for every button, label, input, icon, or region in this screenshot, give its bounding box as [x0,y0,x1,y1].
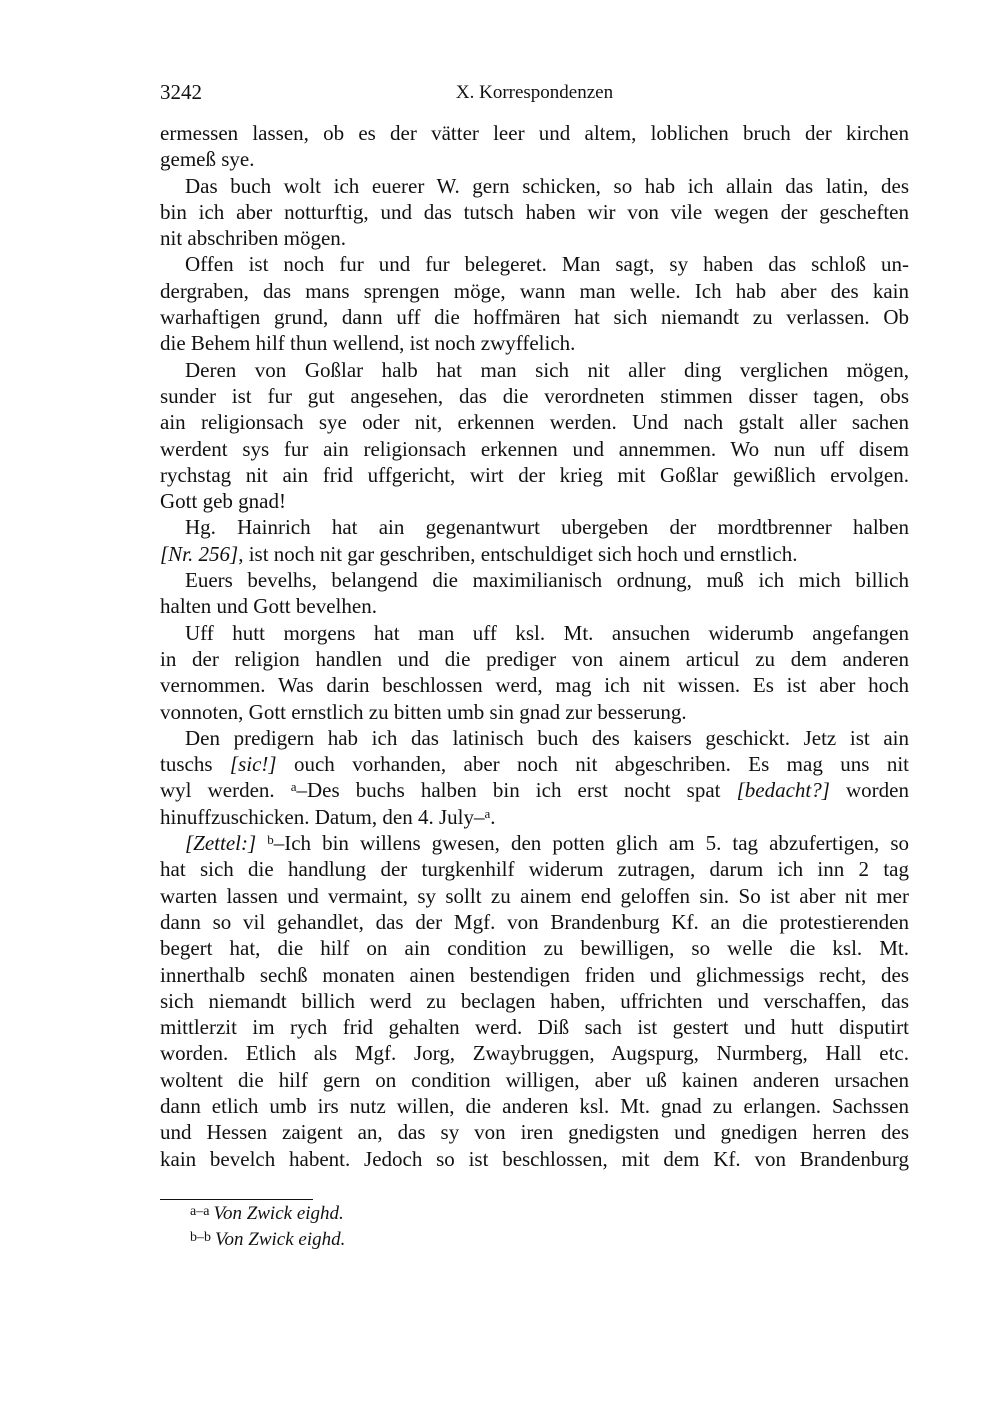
text-line [160,856,909,882]
editorial-note: [bedacht?] [736,778,830,803]
text-span: worden [829,778,909,803]
text-line [160,1014,909,1040]
text-span: nit abschriben mögen. [160,226,347,251]
text-span: warhaftigen grund, dann uff die hoffmären hat sich niemandt zu verlassen. Ob [160,305,909,330]
paragraph [160,514,909,567]
text-span: innerthalb sechß monaten ainen bestendigen friden und glichmessigs recht, des [160,962,909,987]
text-span: , ist noch nit gar geschriben, entschuldiget sich hoch und ernstlich. [238,541,798,566]
text-line [160,462,909,488]
text-span: Uff hutt morgens hat man uff ksl. Mt. ansuchen widerumb angefangen [185,620,909,645]
text-span: sich niemandt billich werd zu beclagen haben, uffrichten und verschaffen, das [160,988,909,1013]
paragraph [160,620,909,725]
text-line [160,330,909,356]
text-line [160,672,909,698]
text-span: worden. Etlich als Mgf. Jorg, Zwaybruggen, Augspurg, Nurmberg, Hall etc. [160,1041,909,1066]
text-line [160,383,909,409]
text-span: tuschs [160,752,230,777]
text-span: woltent die hilf gern on condition willigen, aber uß kainen anderen ursachen [160,1067,909,1092]
text-span: begert hat, die hilf on ain condition zu bewilligen, so welle die ksl. Mt. [160,936,909,961]
text-line [160,567,909,593]
text-span [256,831,267,855]
footnote-a [190,1203,344,1225]
footnote-label: b–b [190,1230,211,1245]
text-line [160,304,909,330]
text-line [160,514,909,540]
text-line [160,357,909,383]
footnote-marker: b [267,832,274,848]
text-line [160,409,909,435]
text-line [160,988,909,1014]
footnote-marker: a [484,805,491,821]
paragraph [160,357,909,515]
text-line [160,436,909,462]
text-span: . [490,804,496,829]
footnote-label: a–a [190,1204,210,1219]
text-span: Das buch wolt ich euerer W. gern schicken, so hab ich allain das latin, des [185,173,909,198]
text-line [160,909,909,935]
text-line [160,751,909,777]
text-span: Offen ist noch fur und fur belegeret. Man sagt, sy haben das schloß un- [185,252,909,277]
footnote-rule [160,1199,313,1200]
text-span: mittlerzit im rych frid gehalten werd. Diß sach ist gestert und hutt disputirt [160,1015,909,1040]
text-line [160,725,909,751]
text-span: ain religionsach sye oder nit, erkennen werden. Und nach gstalt aller sachen [160,410,909,435]
paragraph [160,567,909,620]
text-line [160,488,909,514]
text-span: bin ich aber notturftig, und das tutsch haben wir von vile wegen der gescheften [160,199,909,224]
footnote-text: Von Zwick eighd. [215,1229,346,1250]
running-header: X. Korrespondenzen [455,82,614,103]
text-line [160,146,909,172]
text-line [160,1093,909,1119]
text-line [160,593,909,619]
text-line [160,646,909,672]
footnote-b [190,1229,345,1251]
text-span: warten lassen und vermaint, sy sollt zu ainem end geloffen sin. So ist aber nit mer [160,883,909,908]
editorial-note: [Nr. 256] [160,541,239,566]
text-span: vernommen. Was darin beschlossen werd, mag ich nit wissen. Es ist aber hoch [160,673,909,698]
text-line [160,541,909,567]
footnote-marker: a [290,779,297,795]
footnote-text: Von Zwick eighd. [213,1203,344,1224]
text-line [160,225,909,251]
text-span: vonnoten, Gott ernstlich zu bitten umb sin gnad zur besserung. [160,699,687,724]
text-line [160,1067,909,1093]
text-span: rychstag nit ain frid uffgericht, wirt der krieg mit Goßlar gewißlich ervolgen. [160,462,909,487]
text-span: hinuffzuschicken. Datum, den 4. July– [160,804,485,829]
text-span: ouch vorhanden, aber noch nit abgeschriben. Es mag uns nit [276,752,909,777]
paragraph [160,173,909,252]
editorial-note: [Zettel:] [185,831,257,856]
text-line [160,935,909,961]
text-span: dann etlich umb irs nutz willen, die anderen ksl. Mt. gnad zu erlangen. Sachssen [160,1093,909,1118]
text-line [160,620,909,646]
text-line [160,1119,909,1145]
text-line [160,199,909,225]
text-span: sunder ist fur gut angesehen, das die verordneten stimmen disser tagen, obs [160,383,909,408]
text-line [160,777,909,803]
text-span: Deren von Goßlar halb hat man sich nit aller ding verglichen mögen, [185,357,909,382]
paragraph [160,830,909,1172]
text-line [160,278,909,304]
text-span: in der religion handlen und die prediger von ainem articul zu dem anderen [160,646,909,671]
text-span: und Hessen zaigent an, das sy von iren gnedigsten und gnedigen herren des [160,1120,909,1145]
text-span: Hg. Hainrich hat ain gegenantwurt ubergeben der mordtbrenner halben [185,515,909,540]
text-line [160,699,909,725]
text-span: Den predigern hab ich das latinisch buch des kaisers geschickt. Jetz ist ain [185,725,909,750]
text-span: gemeß sye. [160,147,255,172]
text-line [160,1146,909,1172]
text-line [160,804,909,830]
text-span: ermessen lassen, ob es der vätter leer und altem, loblichen bruch der kirchen [160,121,909,145]
text-span: –Ich bin willens gwesen, den potten glich am 5. tag abzufertigen, so [273,831,909,856]
text-span: dann so vil gehandlet, das der Mgf. von Brandenburg Kf. an die protestierenden [160,909,909,934]
text-span: kain bevelch habent. Jedoch so ist beschlossen, mit dem Kf. von Brandenburg [160,1146,909,1171]
text-span: halten und Gott bevelhen. [160,594,377,619]
text-span: Euers bevelhs, belangend die maximilianisch ordnung, muß ich mich billich [185,568,909,593]
page-number: 3242 [160,80,202,104]
text-span: werdent sys fur ain religionsach erkennen und annemmen. Wo nun uff disem [160,436,909,461]
text-span: die Behem hilf thun wellend, ist noch zwyffelich. [160,331,576,356]
text-line [160,962,909,988]
body-text [160,120,909,1172]
text-line [160,173,909,199]
paragraph [160,725,909,830]
editorial-note: [sic!] [229,752,277,777]
text-span: wyl werden. [160,778,291,803]
paragraph [160,120,909,173]
text-line [160,883,909,909]
paragraph [160,251,909,356]
text-span: –Des buchs halben bin ich erst nocht spat [296,778,737,803]
text-line [160,830,909,856]
text-line [160,251,909,277]
text-span: hat sich die handlung der turgkenhilf widerum zutragen, darum ich inn 2 tag [160,857,909,882]
text-span: Gott geb gnad! [160,489,286,514]
text-line [160,120,909,146]
text-line [160,1040,909,1066]
text-span: dergraben, das mans sprengen möge, wann man welle. Ich hab aber des kain [160,278,909,303]
